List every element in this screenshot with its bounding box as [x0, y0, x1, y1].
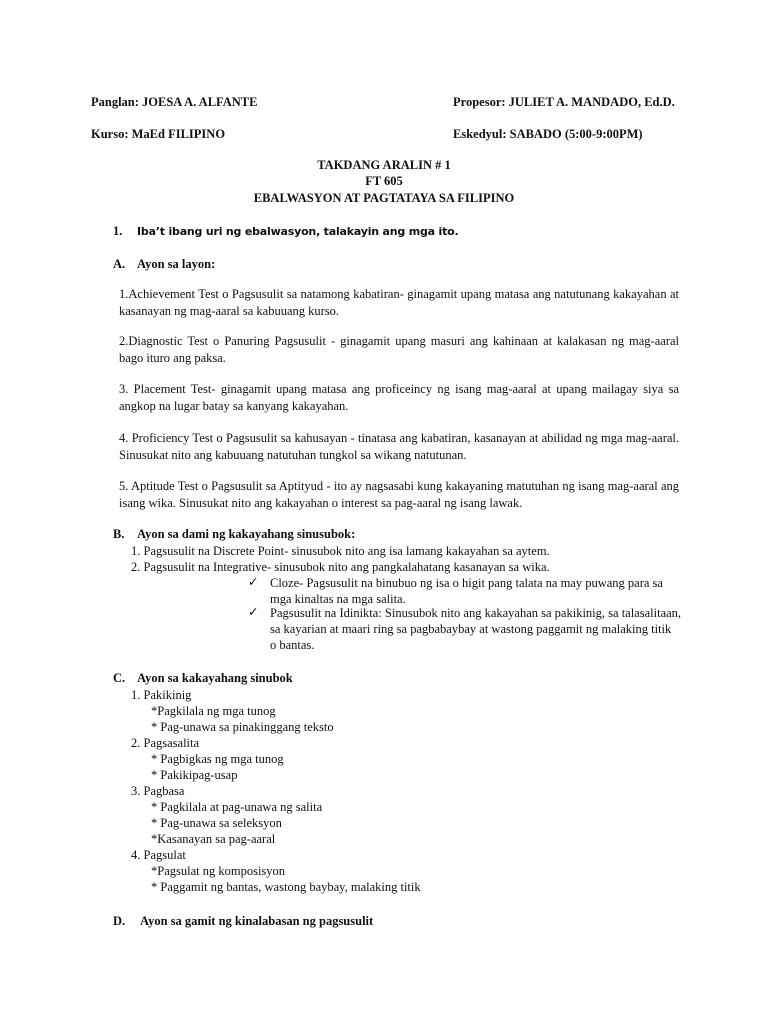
section-b-item-1: 1. Pagsusulit na Discrete Point- sinusubok nito ang isa lamang kakayahan sa aytem. — [131, 544, 550, 558]
check-item-2-line-3: o bantas. — [270, 638, 315, 652]
section-c-line: * Pag-unawa sa seleksyon — [151, 816, 282, 830]
section-a-letter: A. — [113, 257, 126, 271]
section-a-item-1: 1.Achievement Test o Pagsusulit sa natamong kabatiran- ginagamit upang matasa ang natutunang kakayahan at kasanayan ng mag-aaral sa kabuuang kurso. — [119, 287, 679, 318]
professor-field: Propesor: JULIET A. MANDADO, Ed.D. — [453, 95, 675, 109]
section-c-line: *Pagkilala ng mga tunog — [151, 704, 276, 718]
check-item-1-line-1: Cloze- Pagsusulit na binubuo ng isa o higit pang talata na may puwang para sa — [270, 576, 663, 590]
section-b-heading: Ayon sa dami ng kakayahang sinusubok: — [137, 527, 356, 541]
section-c-line: 4. Pagsulat — [131, 848, 186, 862]
section-c-line: 1. Pakikinig — [131, 688, 192, 702]
check-item-1-line-2: mga kinaltas na mga salita. — [270, 592, 406, 606]
section-a-item-5: 5. Aptitude Test o Pagsusulit sa Aptityud - ito ay nagsasabi kung kakayaning matutuhan ng isang mag-aaral ang isang wika. Sinusukat nito ang kakayahan o interest sa pag-aaral ng isang lawak. — [119, 479, 679, 510]
check-item-2-line-2: sa kayarian at maari ring sa pagbabaybay at wastong paggamit ng malaking titik — [270, 622, 672, 636]
section-b-item-2: 2. Pagsusulit na Integrative- sinusubok nito ang pangkalahatang kasanayan sa wika. — [131, 560, 550, 574]
check-icon: ✓ — [248, 575, 259, 589]
course-field: Kurso: MaEd FILIPINO — [91, 127, 226, 141]
section-c-letter: C. — [113, 671, 126, 685]
section-c-line: * Pagbigkas ng mga tunog — [151, 752, 284, 766]
check-icon: ✓ — [248, 605, 259, 619]
section-c-line: 2. Pagsasalita — [131, 736, 200, 750]
title-line-3: EBALWASYON AT PAGTATAYA SA FILIPINO — [253, 191, 515, 205]
question-text: Iba’t ibang uri ng ebalwasyon, talakayin ang mga ito. — [137, 225, 459, 238]
section-a-item-4: 4. Proficiency Test o Pagsusulit sa kahusayan - tinatasa ang kabatiran, kasanayan at abilidad ng mga mag-aaral. Sinusukat nito ang kabuuang natutuhan tungkol sa wikang natutunan. — [119, 431, 679, 462]
section-c-line: *Kasanayan sa pag-aaral — [151, 832, 276, 846]
section-c-line: * Pagkilala at pag-unawa ng salita — [151, 800, 323, 814]
section-b-letter: B. — [113, 527, 125, 541]
section-d-letter: D. — [113, 914, 126, 928]
question-number: 1. — [113, 224, 123, 238]
schedule-field: Eskedyul: SABADO (5:00-9:00PM) — [453, 127, 643, 141]
section-c-heading: Ayon sa kakayahang sinubok — [137, 671, 293, 685]
section-c-line: * Pag-unawa sa pinakinggang teksto — [151, 720, 334, 734]
check-item-2-line-1: Pagsusulit na Idinikta: Sinusubok nito ang kakayahan sa pakikinig, sa talasalitaan, — [270, 606, 682, 620]
section-c-line: * Paggamit ng bantas, wastong baybay, malaking titik — [151, 880, 421, 894]
section-a-item-3: 3. Placement Test- ginagamit upang matasa ang proficeincy ng isang mag-aaral at upang mailagay siya sa angkop na lugar batay sa kanyang kakayahan. — [119, 382, 679, 413]
section-c-line: * Pakikipag-usap — [151, 768, 238, 782]
section-a-item-2: 2.Diagnostic Test o Panuring Pagsusulit - ginagamit upang masuri ang kahinaan at kalakasan ng mag-aaral bago ituro ang paksa. — [119, 334, 679, 365]
title-line-2: FT 605 — [365, 174, 403, 188]
section-d-heading: Ayon sa gamit ng kinalabasan ng pagsusulit — [140, 914, 374, 928]
section-c-line: *Pagsulat ng komposisyon — [151, 864, 286, 878]
title-line-1: TAKDANG ARALIN # 1 — [317, 158, 451, 172]
section-c-line: 3. Pagbasa — [131, 784, 185, 798]
name-field: Panglan: JOESA A. ALFANTE — [91, 95, 258, 109]
section-a-heading: Ayon sa layon: — [137, 257, 216, 271]
